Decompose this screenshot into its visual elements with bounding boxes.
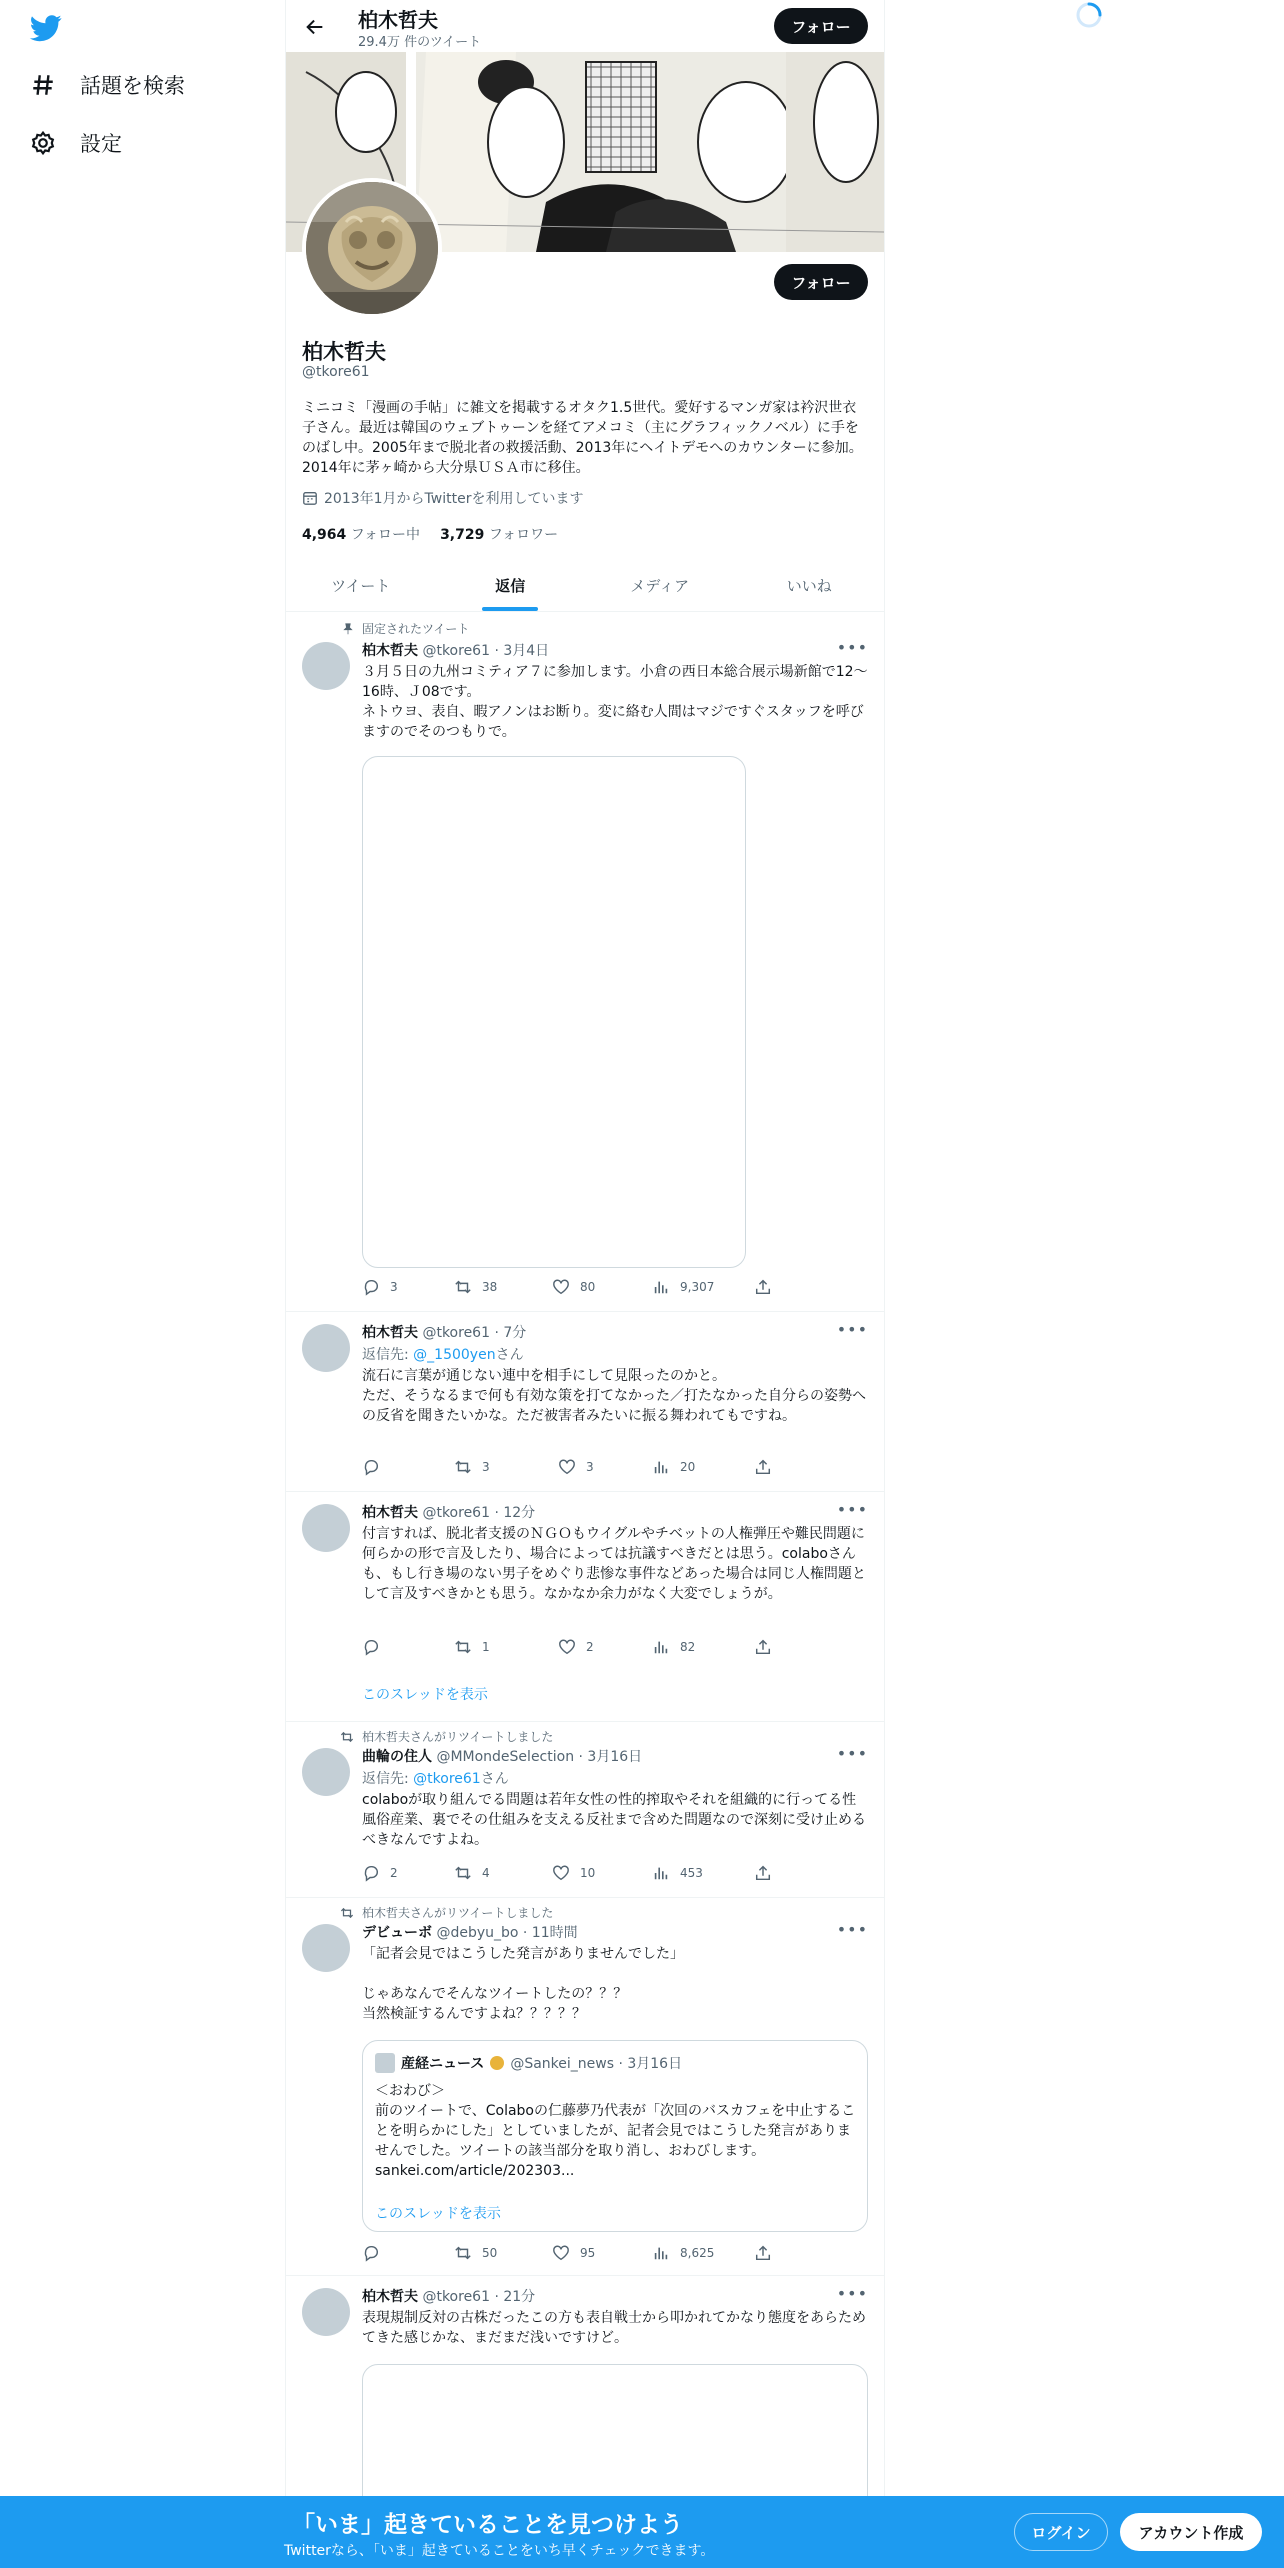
tweet-header bbox=[362, 640, 549, 660]
followers-label: フォロワー bbox=[488, 527, 559, 543]
tweet-meta: @MMondeSelection · 3月16日 bbox=[436, 1749, 643, 1765]
analytics-icon bbox=[652, 1864, 670, 1882]
retweet-count: 4 bbox=[482, 1866, 490, 1880]
more-options-icon[interactable]: ••• bbox=[836, 1320, 868, 1339]
login-button[interactable]: ログイン bbox=[1014, 2513, 1108, 2551]
more-options-icon[interactable]: ••• bbox=[836, 638, 868, 657]
bottom-bar-subtitle: Twitterなら、「いま」起きていることをいち早くチェックできます。 bbox=[284, 2543, 715, 2559]
tab-tweets[interactable]: ツイート bbox=[331, 577, 391, 595]
retweet-count: 3 bbox=[482, 1460, 490, 1474]
view-count: 20 bbox=[680, 1460, 696, 1474]
more-options-icon[interactable]: ••• bbox=[836, 1500, 868, 1519]
reply-button[interactable] bbox=[362, 1458, 390, 1476]
profile-bio: ミニコミ「漫画の手帖」に雑文を掲載するオタク1.5世代。愛好するマンガ家は衿沢世衣子さん。最近は韓国のウェブトゥーンを経てアメコミ（主にグラフィックノベル）に手をのばし中。2005年まで脱北者の救援活動、2013年にヘイトデモへのカウンターに参加。2014年に茅ヶ崎から大分県ＵＳＡ市に移住。 bbox=[302, 400, 863, 476]
view-count: 453 bbox=[680, 1866, 703, 1880]
tweet-actions bbox=[362, 1638, 802, 1658]
tweet-header bbox=[362, 1746, 642, 1766]
profile-stats bbox=[302, 524, 558, 544]
retweet-context bbox=[334, 1728, 553, 1745]
quoted-tweet-text: ＜おわび＞ 前のツイートで、Colaboの仁藤夢乃代表が「次回のバスカフェを中止することを明らかにした」としていましたが、記者会見ではこうした発言がありませんでした。ツイートの該当部分を取り消し、おわびします。 sankei.com/article/202303... bbox=[375, 2083, 856, 2179]
reply-button[interactable] bbox=[362, 1864, 398, 1882]
heart-icon bbox=[558, 1458, 576, 1476]
following-count: 4,964 bbox=[302, 527, 347, 543]
tweet-header bbox=[362, 1922, 578, 1942]
back-button[interactable] bbox=[300, 12, 330, 42]
tweet-item[interactable] bbox=[286, 1722, 884, 1898]
profile-header bbox=[286, 0, 884, 52]
share-button[interactable] bbox=[754, 1458, 772, 1476]
like-count: 2 bbox=[586, 1640, 594, 1654]
nav-explore[interactable] bbox=[28, 70, 185, 100]
heart-icon bbox=[552, 1864, 570, 1882]
like-button[interactable] bbox=[558, 1458, 594, 1476]
analytics-icon bbox=[652, 1638, 670, 1656]
reply-to-link[interactable]: @_1500yen bbox=[413, 1347, 496, 1363]
reply-to-line: 返信先: @tkore61さん bbox=[362, 1771, 509, 1787]
tweet-item[interactable] bbox=[286, 612, 884, 1312]
analytics-icon bbox=[652, 1278, 670, 1296]
views-button[interactable] bbox=[652, 1864, 703, 1882]
reply-button[interactable] bbox=[362, 1638, 390, 1656]
view-count: 8,625 bbox=[680, 2246, 715, 2260]
tweet-meta: @tkore61 · 3月4日 bbox=[422, 643, 550, 659]
reply-count: 2 bbox=[390, 1866, 398, 1880]
reply-icon bbox=[362, 1638, 380, 1656]
views-button[interactable] bbox=[652, 2244, 714, 2262]
like-button[interactable] bbox=[552, 2244, 595, 2262]
avatar[interactable] bbox=[302, 1924, 350, 1972]
verified-badge-icon bbox=[490, 2056, 504, 2070]
main-column bbox=[285, 0, 885, 2568]
profile-joined bbox=[302, 488, 583, 508]
avatar[interactable] bbox=[302, 642, 350, 690]
reply-to-link[interactable]: @tkore61 bbox=[413, 1771, 481, 1787]
author-name[interactable]: 柏木哲夫 bbox=[362, 1505, 418, 1521]
more-options-icon[interactable]: ••• bbox=[836, 1744, 868, 1763]
retweet-icon bbox=[454, 1864, 472, 1882]
avatar[interactable] bbox=[302, 1324, 350, 1372]
quoted-author-name: 産経ニュース bbox=[401, 2056, 485, 2072]
quoted-avatar bbox=[375, 2053, 395, 2073]
like-button[interactable] bbox=[558, 1638, 594, 1656]
more-options-icon[interactable]: ••• bbox=[836, 2284, 868, 2303]
analytics-icon bbox=[652, 2244, 670, 2262]
profile-avatar[interactable] bbox=[302, 178, 442, 318]
reply-to-line: 返信先: @_1500yenさん bbox=[362, 1347, 524, 1363]
signup-button[interactable]: アカウント作成 bbox=[1120, 2513, 1262, 2551]
retweet-button[interactable] bbox=[454, 1638, 490, 1656]
followers-link[interactable] bbox=[440, 524, 558, 544]
profile-joined-text: 2013年1月からTwitterを利用しています bbox=[324, 491, 584, 507]
pinned-label: 固定されたツイート bbox=[362, 622, 470, 636]
share-icon bbox=[754, 1278, 772, 1296]
author-name[interactable]: 曲輪の住人 bbox=[362, 1749, 432, 1765]
share-button[interactable] bbox=[754, 2244, 772, 2262]
following-link[interactable] bbox=[302, 524, 420, 544]
like-count: 3 bbox=[586, 1460, 594, 1474]
tweet-text: 「記者会見ではこうした発言がありませんでした」 じゃあなんでそんなツイートしたの？？？ 当然検証するんですよね？？？？？ bbox=[362, 1946, 684, 2022]
reply-count: 3 bbox=[390, 1280, 398, 1294]
retweet-button[interactable] bbox=[454, 1458, 490, 1476]
tab-likes[interactable]: いいね bbox=[786, 577, 832, 595]
retweet-count: 38 bbox=[482, 1280, 498, 1294]
views-button[interactable] bbox=[652, 1278, 714, 1296]
retweet-context bbox=[334, 1904, 553, 1921]
share-icon bbox=[754, 1864, 772, 1882]
nav-settings[interactable] bbox=[28, 128, 122, 158]
more-options-icon[interactable]: ••• bbox=[836, 1920, 868, 1939]
reply-icon bbox=[362, 1278, 380, 1296]
reply-icon bbox=[362, 2244, 380, 2262]
analytics-icon bbox=[652, 1458, 670, 1476]
bottom-signup-bar bbox=[0, 2496, 1284, 2568]
retweet-button[interactable] bbox=[454, 1864, 490, 1882]
tweet-actions bbox=[362, 1458, 802, 1478]
back-arrow-icon bbox=[304, 16, 326, 38]
share-icon bbox=[754, 1458, 772, 1476]
header-tweet-count: 29.4万 件のツイート bbox=[358, 35, 482, 50]
tab-media[interactable]: メディア bbox=[630, 577, 690, 595]
share-button[interactable] bbox=[754, 1278, 772, 1296]
tweet-actions bbox=[362, 1864, 802, 1884]
retweet-count: 1 bbox=[482, 1640, 490, 1654]
left-nav bbox=[0, 0, 285, 2568]
share-icon bbox=[754, 1638, 772, 1656]
views-button[interactable] bbox=[652, 1638, 695, 1656]
avatar[interactable] bbox=[302, 2288, 350, 2336]
profile-follow-button[interactable]: フォロー bbox=[774, 264, 868, 300]
reply-icon bbox=[362, 1864, 380, 1882]
author-name[interactable]: 柏木哲夫 bbox=[362, 643, 418, 659]
quoted-tweet[interactable] bbox=[362, 2040, 868, 2232]
reply-button[interactable] bbox=[362, 1278, 398, 1296]
like-button[interactable] bbox=[552, 1864, 595, 1882]
view-count: 9,307 bbox=[680, 1280, 715, 1294]
retweet-count: 50 bbox=[482, 2246, 498, 2260]
tweet-meta: @tkore61 · 12分 bbox=[422, 1505, 536, 1521]
avatar[interactable] bbox=[302, 1748, 350, 1796]
header-name: 柏木哲夫 bbox=[358, 8, 438, 32]
tweet-media[interactable] bbox=[362, 756, 746, 1268]
tweet-text: colaboが取り組んでる問題は若年女性の性的搾取やそれを組織的に行ってる性風俗産業、裏でその仕組みを支える反社まで含めた問題なので深刻に受け止めるべきなんですよね。 bbox=[362, 1792, 866, 1848]
retweet-icon bbox=[340, 1906, 354, 1920]
retweet-icon bbox=[454, 2244, 472, 2262]
calendar-icon bbox=[302, 490, 318, 506]
author-name[interactable]: 柏木哲夫 bbox=[362, 2289, 418, 2305]
tweet-meta: @tkore61 · 7分 bbox=[422, 1325, 527, 1341]
tweet-header bbox=[362, 1502, 535, 1522]
profile-tabs bbox=[286, 560, 884, 612]
views-button[interactable] bbox=[652, 1458, 695, 1476]
profile-name: 柏木哲夫 bbox=[302, 340, 386, 364]
like-button[interactable] bbox=[552, 1278, 595, 1296]
tweet-text: 表現規制反対の古株だったこの方も表自戦士から叩かれてかなり態度をあらためてきた感じかな、まだまだ浅いですけど。 bbox=[362, 2310, 866, 2346]
reply-button[interactable] bbox=[362, 2244, 390, 2262]
tweet-item[interactable] bbox=[286, 1492, 884, 1722]
avatar[interactable] bbox=[302, 1504, 350, 1552]
hashtag-icon bbox=[28, 70, 58, 100]
author-name[interactable]: デビューボ bbox=[362, 1925, 432, 1941]
retweet-button[interactable] bbox=[454, 1278, 497, 1296]
quoted-show-thread-link[interactable]: このスレッドを表示 bbox=[375, 2206, 501, 2222]
share-button[interactable] bbox=[754, 1638, 772, 1656]
tweet-item[interactable] bbox=[286, 1898, 884, 2276]
followers-count: 3,729 bbox=[440, 527, 485, 543]
twitter-bird-icon[interactable] bbox=[28, 12, 64, 44]
loading-spinner-icon bbox=[1075, 1, 1103, 29]
heart-icon bbox=[558, 1638, 576, 1656]
like-count: 80 bbox=[580, 1280, 596, 1294]
like-count: 95 bbox=[580, 2246, 596, 2260]
following-label: フォロー中 bbox=[350, 527, 421, 543]
tweet-text: 流石に言葉が通じない連中を相手にして見限ったのかと。 ただ、そうなるまで何も有効な策を打てなかった／打たなかった自分らの姿勢への反省を聞きたいかな。ただ被害者みたいに振る舞われてもですね。 bbox=[362, 1368, 866, 1424]
tweet-header bbox=[362, 1322, 526, 1342]
quoted-meta: @Sankei_news · 3月16日 bbox=[510, 2056, 683, 2072]
tab-replies[interactable]: 返信 bbox=[436, 560, 586, 611]
nav-explore-label: 話題を検索 bbox=[80, 74, 185, 98]
heart-icon bbox=[552, 2244, 570, 2262]
pin-icon bbox=[342, 623, 354, 635]
retweet-icon bbox=[454, 1638, 472, 1656]
like-count: 10 bbox=[580, 1866, 596, 1880]
bottom-bar-title: 「いま」起きていることを見つけよう bbox=[292, 2512, 683, 2538]
tweet-actions bbox=[362, 1278, 802, 1298]
tweet-text: ３月５日の九州コミティア７に参加します。小倉の西日本総合展示場新館で12〜16時、Ｊ08です。 ネトウヨ、表自、暇アノンはお断り。変に絡む人間はマジですぐスタッフを呼びますのでそのつもりで。 bbox=[362, 664, 868, 740]
tweet-actions bbox=[362, 2244, 802, 2264]
view-count: 82 bbox=[680, 1640, 696, 1654]
quoted-tweet-header bbox=[375, 2053, 682, 2073]
nav-settings-label: 設定 bbox=[80, 132, 122, 156]
tweet-text: 付言すれば、脱北者支援のＮＧＯもウイグルやチベットの人権弾圧や難民問題に何らかの形で言及したり、場合によっては抗議すべきだとは思う。colaboさんも、もし行き場のない男子をめぐり悲惨な事件などあった場合は同じ人権問題として言及すべきかとも思う。なかなか余力がなく大変でしょうが。 bbox=[362, 1526, 866, 1602]
gear-icon bbox=[28, 128, 58, 158]
header-follow-button[interactable]: フォロー bbox=[774, 8, 868, 44]
tweet-item[interactable] bbox=[286, 1312, 884, 1492]
retweet-button[interactable] bbox=[454, 2244, 497, 2262]
retweet-icon bbox=[454, 1458, 472, 1476]
retweet-context-label: 柏木哲夫さんがリツイートしました bbox=[362, 1730, 554, 1744]
heart-icon bbox=[552, 1278, 570, 1296]
share-button[interactable] bbox=[754, 1864, 772, 1882]
profile-handle: @tkore61 bbox=[302, 364, 370, 380]
tweet-header bbox=[362, 2286, 535, 2306]
tweet-meta: @tkore61 · 21分 bbox=[422, 2289, 536, 2305]
pinned-context bbox=[334, 620, 469, 637]
tweet-meta: @debyu_bo · 11時間 bbox=[436, 1925, 578, 1941]
retweet-icon bbox=[454, 1278, 472, 1296]
retweet-context-label: 柏木哲夫さんがリツイートしました bbox=[362, 1906, 554, 1920]
retweet-icon bbox=[340, 1730, 354, 1744]
reply-icon bbox=[362, 1458, 380, 1476]
author-name[interactable]: 柏木哲夫 bbox=[362, 1325, 418, 1341]
show-thread-link[interactable]: このスレッドを表示 bbox=[362, 1687, 488, 1703]
share-icon bbox=[754, 2244, 772, 2262]
